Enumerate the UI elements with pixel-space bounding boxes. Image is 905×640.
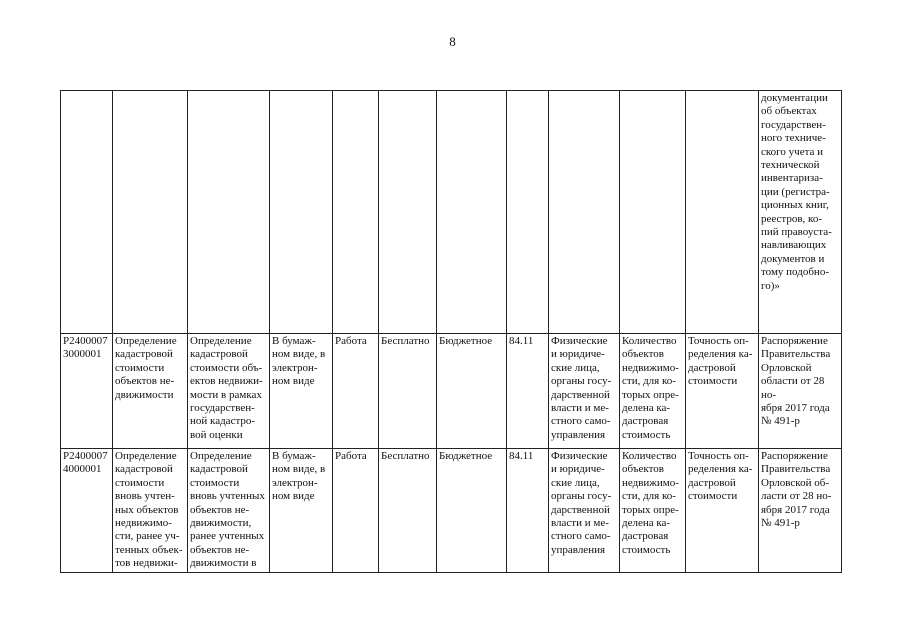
- service-form-cell: В бумаж- ном виде, в электрон- ном виде: [270, 334, 333, 449]
- service-form-cell: В бумаж- ном виде, в электрон- ном виде: [270, 449, 333, 573]
- consumers-cell: Физические и юридиче- ские лица, органы госу- дарственной власти и ме- стного само- управления: [549, 334, 620, 449]
- page-number: 8: [449, 34, 456, 49]
- table-row: [61, 91, 842, 334]
- service-content-cell: Определение кадастровой стоимости вновь учтенных объектов не- движимости, ранее учтенных объектов не- движимости в: [188, 449, 270, 573]
- continuation-cell: документации об объектах государствен- ного техниче- ского учета и технической инвентариза- ции (регистра- ционных книг, реестров, ко- пий правоуста- навливающих документов и тому подобно- го)»: [759, 91, 842, 334]
- service-name-cell: Определение кадастровой стоимости вновь учтен- ных объектов недвижимо- сти, ранее уч- тенных объек- тов недвижи-: [113, 449, 188, 573]
- okved-cell: 84.11: [507, 334, 549, 449]
- table-cell: [270, 91, 333, 334]
- service-content-cell: Определение кадастровой стоимости объ- ектов недвижи- мости в рамках государствен- ной кадастро- вой оценки: [188, 334, 270, 449]
- consumers-cell: Физические и юридиче- ские лица, органы госу- дарственной власти и ме- стного само- управления: [549, 449, 620, 573]
- table-row: [61, 334, 842, 449]
- table-cell: [188, 91, 270, 334]
- service-code-cell: Р2400007 4000001: [61, 449, 113, 573]
- legal-basis-cell: Распоряжение Правительства Орловской об- ласти от 28 но- ября 2017 года № 491-р: [759, 449, 842, 573]
- service-name-cell: Определение кадастровой стоимости объектов не- движимости: [113, 334, 188, 449]
- payment-cell: Бесплатно: [379, 449, 437, 573]
- volume-indicator-cell: Количество объектов недвижимо- сти, для ко- торых опре- делена ка- дастровая стоимость: [620, 449, 686, 573]
- table-cell: [620, 91, 686, 334]
- table-cell: [333, 91, 379, 334]
- table-cell: [507, 91, 549, 334]
- table-row: [61, 449, 842, 573]
- table-cell: [549, 91, 620, 334]
- institution-type-cell: Бюджетное: [437, 449, 507, 573]
- table-cell: [61, 91, 113, 334]
- services-table: [60, 90, 842, 573]
- table-cell: [437, 91, 507, 334]
- legal-basis-cell: Распоряжение Правительства Орловской области от 28 но- ября 2017 года № 491-р: [759, 334, 842, 449]
- quality-indicator-cell: Точность оп- ределения ка- дастровой стоимости: [686, 334, 759, 449]
- okved-cell: 84.11: [507, 449, 549, 573]
- payment-cell: Бесплатно: [379, 334, 437, 449]
- table-cell: [379, 91, 437, 334]
- service-type-cell: Работа: [333, 449, 379, 573]
- institution-type-cell: Бюджетное: [437, 334, 507, 449]
- service-type-cell: Работа: [333, 334, 379, 449]
- service-code-cell: Р2400007 3000001: [61, 334, 113, 449]
- table-cell: [113, 91, 188, 334]
- quality-indicator-cell: Точность оп- ределения ка- дастровой стоимости: [686, 449, 759, 573]
- table-cell: [686, 91, 759, 334]
- volume-indicator-cell: Количество объектов недвижимо- сти, для ко- торых опре- делена ка- дастровая стоимость: [620, 334, 686, 449]
